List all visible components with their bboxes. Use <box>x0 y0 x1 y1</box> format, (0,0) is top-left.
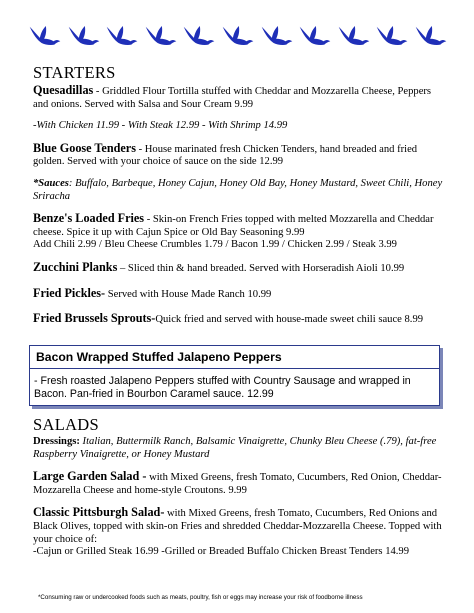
item-name: Classic Pittsburgh Salad- <box>33 505 165 520</box>
starters-heading: STARTERS <box>33 63 116 82</box>
salad-options: -Cajun or Grilled Steak 16.99 -Grilled or Breaded Buffalo Chicken Breast Tenders 14.99 <box>33 546 410 558</box>
item-desc: - Griddled Flour Tortilla stuffed with Cheddar and Mozzarella Cheese, Peppers and onions. Served with Salsa and Sour Cream 9.99 <box>33 86 432 110</box>
item-desc: Served with House Made Ranch 10.99 <box>105 288 272 300</box>
item-name: Blue Goose Tenders <box>33 140 136 155</box>
sauces-label: *Sauces <box>33 177 69 189</box>
menu-item-brussels-sprouts <box>33 312 445 327</box>
sauce-options <box>33 178 445 203</box>
salads-section <box>33 416 445 568</box>
item-desc: - Skin-on French Fries topped with melted Mozzarella and Cheddar cheese. Spice it up with Cajun Spice or Old Bay Seasoning 9.99 <box>33 214 434 238</box>
flying-goose-icon <box>375 22 409 52</box>
fries-addons: Add Chili 2.99 / Bleu Cheese Crumbles 1.79 / Bacon 1.99 / Chicken 2.99 / Steak 3.99 <box>33 239 397 251</box>
menu-item-zucchini <box>33 261 445 276</box>
menu-item-quesadillas <box>33 84 445 111</box>
dressings-text: Italian, Buttermilk Ranch, Balsamic Vinaigrette, Chunky Bleu Cheese (.79), fat-free Raspberry Vinaigrette, or Honey Mustard <box>33 436 437 460</box>
item-desc: with Mixed Greens, fresh Tomato, Cucumbers, Red Onion, Cheddar-Mozzarella Cheese and home-style Croutons. 9.99 <box>33 472 442 496</box>
menu-item-tenders <box>33 142 445 169</box>
menu-item-pittsburgh-salad <box>33 506 445 558</box>
starters-section <box>33 64 445 336</box>
item-name: Quesadillas <box>33 83 94 97</box>
footnote: *Consuming raw or undercooked foods such as meats, poultry, fish or eggs may increase your risk of foodborne illness <box>38 594 363 601</box>
flying-goose-icon <box>67 22 101 52</box>
item-name: Benze's Loaded Fries <box>33 211 145 226</box>
special-title: Bacon Wrapped Stuffed Jalapeno Peppers <box>36 350 282 364</box>
menu-item-pickles <box>33 287 445 302</box>
item-name: Zucchini Planks <box>33 259 118 274</box>
item-name: Large Garden Salad - <box>33 469 147 484</box>
goose-border <box>28 22 448 54</box>
item-name: Fried Pickles- <box>33 285 106 300</box>
quesadilla-addons: -With Chicken 11.99 - With Steak 12.99 - With Shrimp 14.99 <box>33 120 288 132</box>
flying-goose-icon <box>260 22 294 52</box>
menu-item-loaded-fries <box>33 212 445 252</box>
special-box <box>29 345 440 406</box>
dressings-label: Dressings: <box>33 436 80 447</box>
flying-goose-icon <box>221 22 255 52</box>
item-desc: with Mixed Greens, fresh Tomato, Cucumbers, Red Onions and Black Olives, topped with skin-on Fries and shredded Cheddar-Mozzarella Cheese. Topped with your choice of: <box>33 508 442 545</box>
flying-goose-icon <box>414 22 448 52</box>
flying-goose-icon <box>105 22 139 52</box>
item-desc: – Sliced thin & hand breaded. Served with Horseradish Aioli 10.99 <box>117 262 405 274</box>
item-desc: Quick fried and served with house-made sweet chili sauce 8.99 <box>155 314 424 326</box>
menu-item-garden-salad <box>33 470 445 497</box>
flying-goose-icon <box>144 22 178 52</box>
special-desc: - Fresh roasted Jalapeno Peppers stuffed with Country Sausage and wrapped in Bacon. Pan-fried in Bourbon Caramel sauce. 12.99 <box>34 375 411 400</box>
salads-heading: SALADS <box>33 415 99 434</box>
item-desc: - House marinated fresh Chicken Tenders, hand breaded and fried golden. Served with your choice of sauce on the side 12.99 <box>33 143 418 168</box>
flying-goose-icon <box>182 22 216 52</box>
sauces-text: : Buffalo, Barbeque, Honey Cajun, Honey Old Bay, Honey Mustard, Sweet Chili, Honey Sriracha <box>33 177 443 202</box>
flying-goose-icon <box>28 22 62 52</box>
flying-goose-icon <box>298 22 332 52</box>
flying-goose-icon <box>337 22 371 52</box>
item-name: Fried Brussels Sprouts- <box>33 311 156 326</box>
dressing-options <box>33 436 445 461</box>
